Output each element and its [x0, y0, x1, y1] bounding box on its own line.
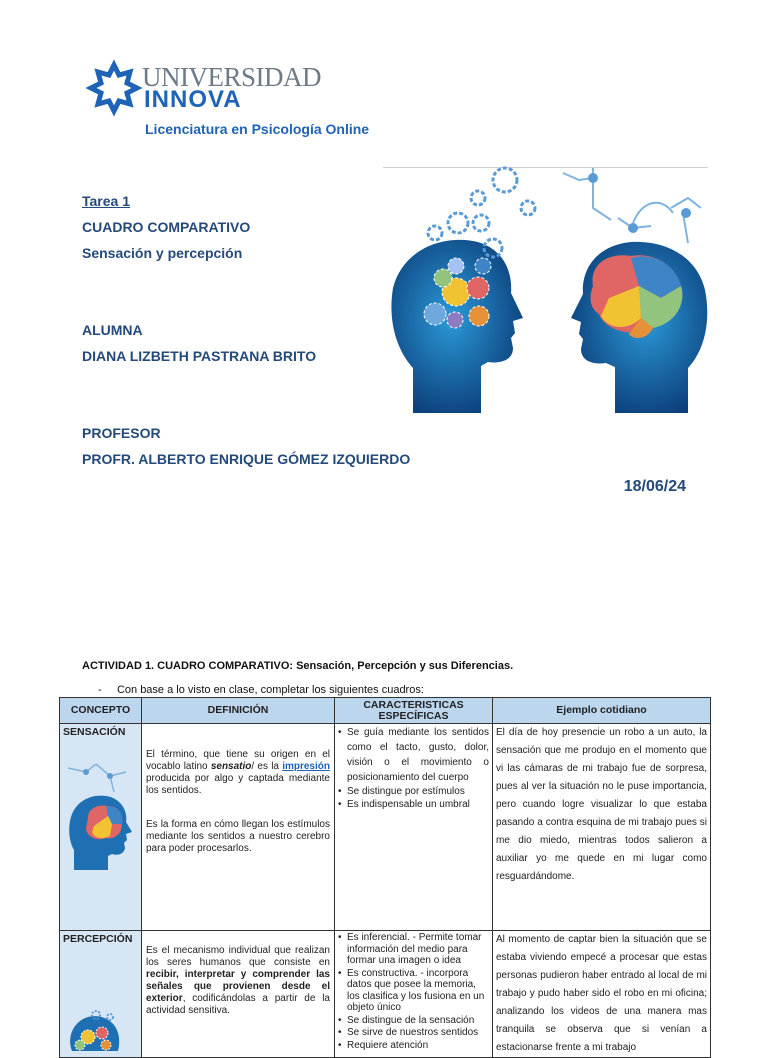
definition-paragraph-2: Es la forma en cómo llegan los estímulos mediante los sentidos a nuestro cerebro para poder procesarlos.	[146, 819, 330, 854]
concept-cell	[60, 724, 142, 931]
latin-term: sensatio	[210, 761, 252, 772]
university-logo	[88, 62, 321, 114]
list-item: • Es constructiva. - incorpora datos que posee la memoria, los clasifica y los fusiona en un objeto único	[338, 968, 489, 1014]
example-cell: El día de hoy presencie un robo a un auto, la sensación que me produjo en el momento que vi las cámaras de mi trabajo fue de sorpresa, pues al ver la situación no le puse importancia, pero cuando logre visualizar lo que estaba pasando a contra esquina de mi trabajo pues si me dio miedo, mientras todos salieron a auxiliar yo me quede en mi lugar como resguardándome.	[493, 724, 711, 931]
table-row-sensacion	[60, 724, 711, 931]
instruction-text: Con base a lo visto en clase, completar los siguientes cuadros:	[116, 684, 424, 696]
program-name: Licenciatura en Psicología Online	[145, 121, 370, 137]
list-item: • Se distingue de la sensación	[338, 1015, 489, 1027]
activity-instruction	[98, 684, 424, 696]
characteristics-list	[338, 932, 489, 1051]
concept-label: SENSACIÓN	[63, 726, 126, 738]
list-item: • Se guía mediante los sentidos como el tacto, gusto, dolor, visión o el movimiento o posicionamiento del cuerpo	[338, 725, 489, 785]
header-example: Ejemplo cotidiano	[493, 698, 711, 724]
activity-title: ACTIVIDAD 1. CUADRO COMPARATIVO: Sensación, Percepción y sus Diferencias.	[82, 660, 514, 672]
definition-text: Es el mecanismo individual que realizan los seres humanos que consiste en	[146, 945, 330, 968]
document-topic: Sensación y percepción	[82, 245, 243, 261]
definition-text: , codificándolas a partir de la actividad sensitiva.	[146, 993, 330, 1016]
document-date: 18/06/24	[623, 478, 686, 495]
list-item: • Se sirve de nuestros sentidos	[338, 1027, 489, 1039]
table-header-row	[60, 698, 711, 724]
teacher-label: PROFESOR	[82, 425, 161, 441]
student-name: DIANA LIZBETH PASTRANA BRITO	[82, 348, 317, 364]
task-label: Tarea 1	[82, 193, 130, 209]
impression-link[interactable]: impresión	[282, 761, 330, 772]
definition-cell	[142, 931, 335, 1058]
definition-text: / es la	[251, 761, 283, 772]
comparison-table	[59, 697, 711, 1058]
table-row-percepcion	[60, 931, 711, 1058]
concept-label: PERCEPCIÓN	[63, 933, 133, 945]
header-concept: CONCEPTO	[60, 698, 142, 724]
header-definition: DEFINICIÓN	[142, 698, 335, 724]
characteristics-cell	[335, 724, 493, 931]
university-name-line1: UNIVERSIDAD	[142, 62, 321, 92]
definition-text: producida por algo y captada mediante los sentidos.	[146, 773, 330, 796]
student-label: ALUMNA	[82, 322, 143, 338]
heads-illustration	[383, 168, 708, 413]
list-item: • Requiere atención	[338, 1040, 489, 1052]
definition-cell	[142, 724, 335, 931]
example-cell: Al momento de captar bien la situación que se estaba viviendo empecé a procesar que estas personas pudieron haber entrado al local de mi trabajo y pudo haber sido el robo en mi oficina; analizando los videos de una manera mas tranquila se observa que si venían a estacionarse frente a mi trabajo	[493, 931, 711, 1058]
definition-paragraph-1	[146, 945, 330, 1017]
instruction-dash: -	[98, 684, 102, 696]
characteristics-list	[338, 725, 489, 810]
concept-cell	[60, 931, 142, 1058]
definition-paragraph-1	[146, 749, 330, 797]
header-characteristics: CARACTERISTICAS ESPECÍFICAS	[335, 698, 493, 724]
innova-star-icon	[88, 62, 140, 114]
definition-emphasis: recibir, interpretar y comprender las señales que provienen desde el exterior	[146, 969, 330, 1004]
list-item: • Es inferencial. - Permite tomar información del medio para formar una imagen o idea	[338, 932, 489, 967]
list-item: • Se distingue por estímulos	[338, 786, 489, 798]
brain-head-image	[66, 758, 134, 870]
gear-head-image	[66, 1009, 126, 1051]
definition-text: El término, que tiene su origen en el vocablo latino	[146, 749, 330, 772]
characteristics-cell	[335, 931, 493, 1058]
university-name-line2: INNOVA	[144, 86, 242, 113]
list-item: • Es indispensable un umbral	[338, 799, 489, 811]
teacher-name: PROFR. ALBERTO ENRIQUE GÓMEZ IZQUIERDO	[82, 451, 411, 467]
document-type: CUADRO COMPARATIVO	[82, 219, 251, 235]
